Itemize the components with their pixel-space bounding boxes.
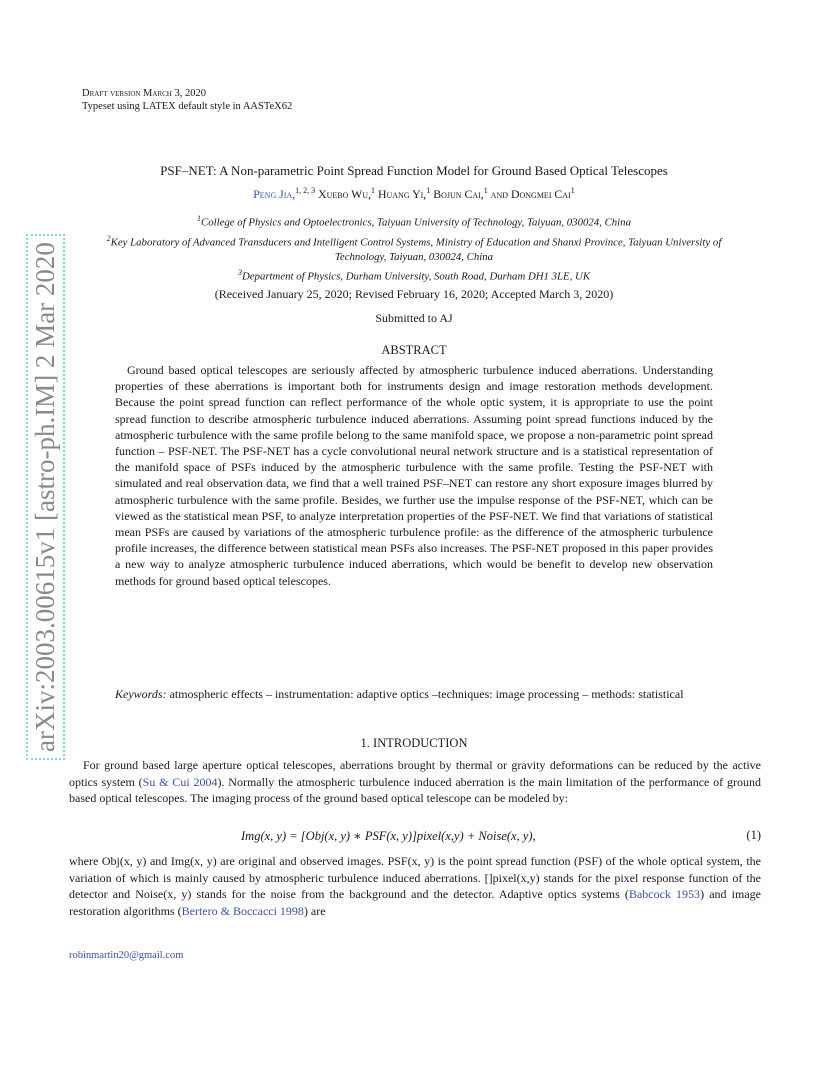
equation-body: Img(x, y) = [Obj(x, y) ∗ PSF(x, y)]pixel(x,y) + Noise(x, y), xyxy=(241,829,536,843)
submitted-to: Submitted to AJ xyxy=(375,311,453,325)
affiliation-text: College of Physics and Optoelectronics, Taiyuan University of Technology, Taiyuan, 030024, China xyxy=(201,216,631,229)
page-header xyxy=(82,87,292,113)
author-affil-marker: 1 xyxy=(371,186,376,195)
paragraph-text: ). Normally the atmospheric turbulence induced aberration is the main limitation of the performance of ground based optical telescopes. The imaging process of the ground based optical telescope can be modeled by: xyxy=(69,774,761,805)
affiliation-2 xyxy=(80,231,748,266)
citation-link[interactable]: Su & Cui 2004 xyxy=(142,774,218,789)
citation-link[interactable]: Babcock 1953 xyxy=(628,887,701,901)
affiliations xyxy=(80,211,748,285)
author-affil-marker: 1, 2, 3 xyxy=(295,186,316,195)
paragraph-text: where Obj(x, y) and Img(x, y) are original and observed images. PSF(x, y) is the point spread function (PSF) of the whole optical system, the variation of which is mainly caused by atmospheric turbulence induced aberrations. []pixel(x,y) stands for the pixel response function of the detector and Noise(x, y) stands for the noise from the background and the detector. Adaptive optics systems ( xyxy=(69,854,761,901)
author-affil-marker: 1 xyxy=(426,186,431,195)
abstract-body: Ground based optical telescopes are seriously affected by atmospheric turbulence induced aberrations. Understanding properties of these aberrations is important both for instruments design and image restoration methods development. Because the point spread function can reflect performance of the whole optic system, it is appropriate to use the point spread function to describe atmospheric turbulence induced aberrations. Assuming point spread functions induced by the atmospheric turbulence with the same profile belong to the same manifold space, we propose a non-parametric point spread function – PSF-NET. The PSF-NET has a cycle convolutional neural network structure and is a statistical representation of the manifold space of PSFs induced by the atmospheric turbulence with the same profile. Testing the PSF-NET with simulated and real observation data, we find that a well trained PSF–NET can restore any short exposure images blurred by atmospheric turbulence with the same profile. Besides, we further use the impulse response of the PSF-NET, which can be viewed as the statistical mean PSF, to analyze interpretation properties of the PSF-NET. We find that variations of statistical mean PSFs are caused by variations of the atmospheric turbulence profile: as the difference of the atmospheric turbulence profile increases, the difference between statistical mean PSFs also increases. The PSF-NET proposed in this paper provides a new way to analyze atmospheric turbulence induced aberrations, which would be benefit to develop new observation methods for ground based optical telescopes. xyxy=(115,363,713,588)
affiliation-marker: 1 xyxy=(197,214,202,223)
keywords-text: atmospheric effects – instrumentation: adaptive optics –techniques: image processing – methods: statistical xyxy=(169,687,684,701)
affiliation-text: Key Laboratory of Advanced Transducers and Intelligent Control Systems, Ministry of Education and Shanxi Province, Taiyuan University of Technology, Taiyuan, 030024, China xyxy=(110,236,722,264)
author-name: Bojun Cai, xyxy=(430,186,484,201)
author-name: Xuebo Wu, xyxy=(315,186,372,201)
keywords xyxy=(115,686,778,703)
typeset-note: Typeset using LATEX default style in AASTeX62 xyxy=(82,101,293,112)
abstract-heading: ABSTRACT xyxy=(381,343,447,357)
author-email-link[interactable]: robinmartin20@gmail.com xyxy=(69,950,184,961)
affiliation-marker: 3 xyxy=(237,268,242,278)
affiliation-text: Department of Physics, Durham University, South Road, Durham DH1 3LE, UK xyxy=(241,270,591,283)
affiliation-marker: 2 xyxy=(106,233,111,243)
draft-version: Draft version March 3, 2020 xyxy=(82,88,206,99)
author-affil-marker: 1 xyxy=(570,186,575,195)
keywords-label: Keywords: xyxy=(115,687,167,701)
paragraph-text: ) and image restoration algorithms ( xyxy=(69,887,761,918)
affiliation-3 xyxy=(80,265,748,285)
received-dates: (Received January 25, 2020; Revised February 16, 2020; Accepted March 3, 2020) xyxy=(214,287,614,301)
intro-paragraph-2 xyxy=(69,853,761,919)
author-name: and Dongmei Cai xyxy=(487,186,571,201)
paragraph-text: ) are xyxy=(303,903,326,918)
equation-number: (1) xyxy=(746,828,761,842)
paper-title: PSF–NET: A Non-parametric Point Spread Function Model for Ground Based Optical Telescopes xyxy=(160,163,668,178)
author-name: Huang Yi, xyxy=(375,186,427,201)
intro-paragraph-1 xyxy=(69,757,761,807)
citation-link[interactable]: Bertero & Boccacci 1998 xyxy=(181,903,304,918)
author-list xyxy=(0,186,828,202)
author-name[interactable]: Peng Jia, xyxy=(253,186,296,201)
paragraph-text: For ground based large aperture optical telescopes, aberrations brought by thermal or gravity deformations can be reduced by the active optics system ( xyxy=(69,758,761,789)
arxiv-identifier-stamp[interactable]: arXiv:2003.00615v1 [astro-ph.IM] 2 Mar 2020 xyxy=(26,234,65,760)
author-affil-marker: 1 xyxy=(483,186,488,195)
section-heading-introduction: 1. INTRODUCTION xyxy=(360,736,468,750)
affiliation-1 xyxy=(80,211,748,231)
